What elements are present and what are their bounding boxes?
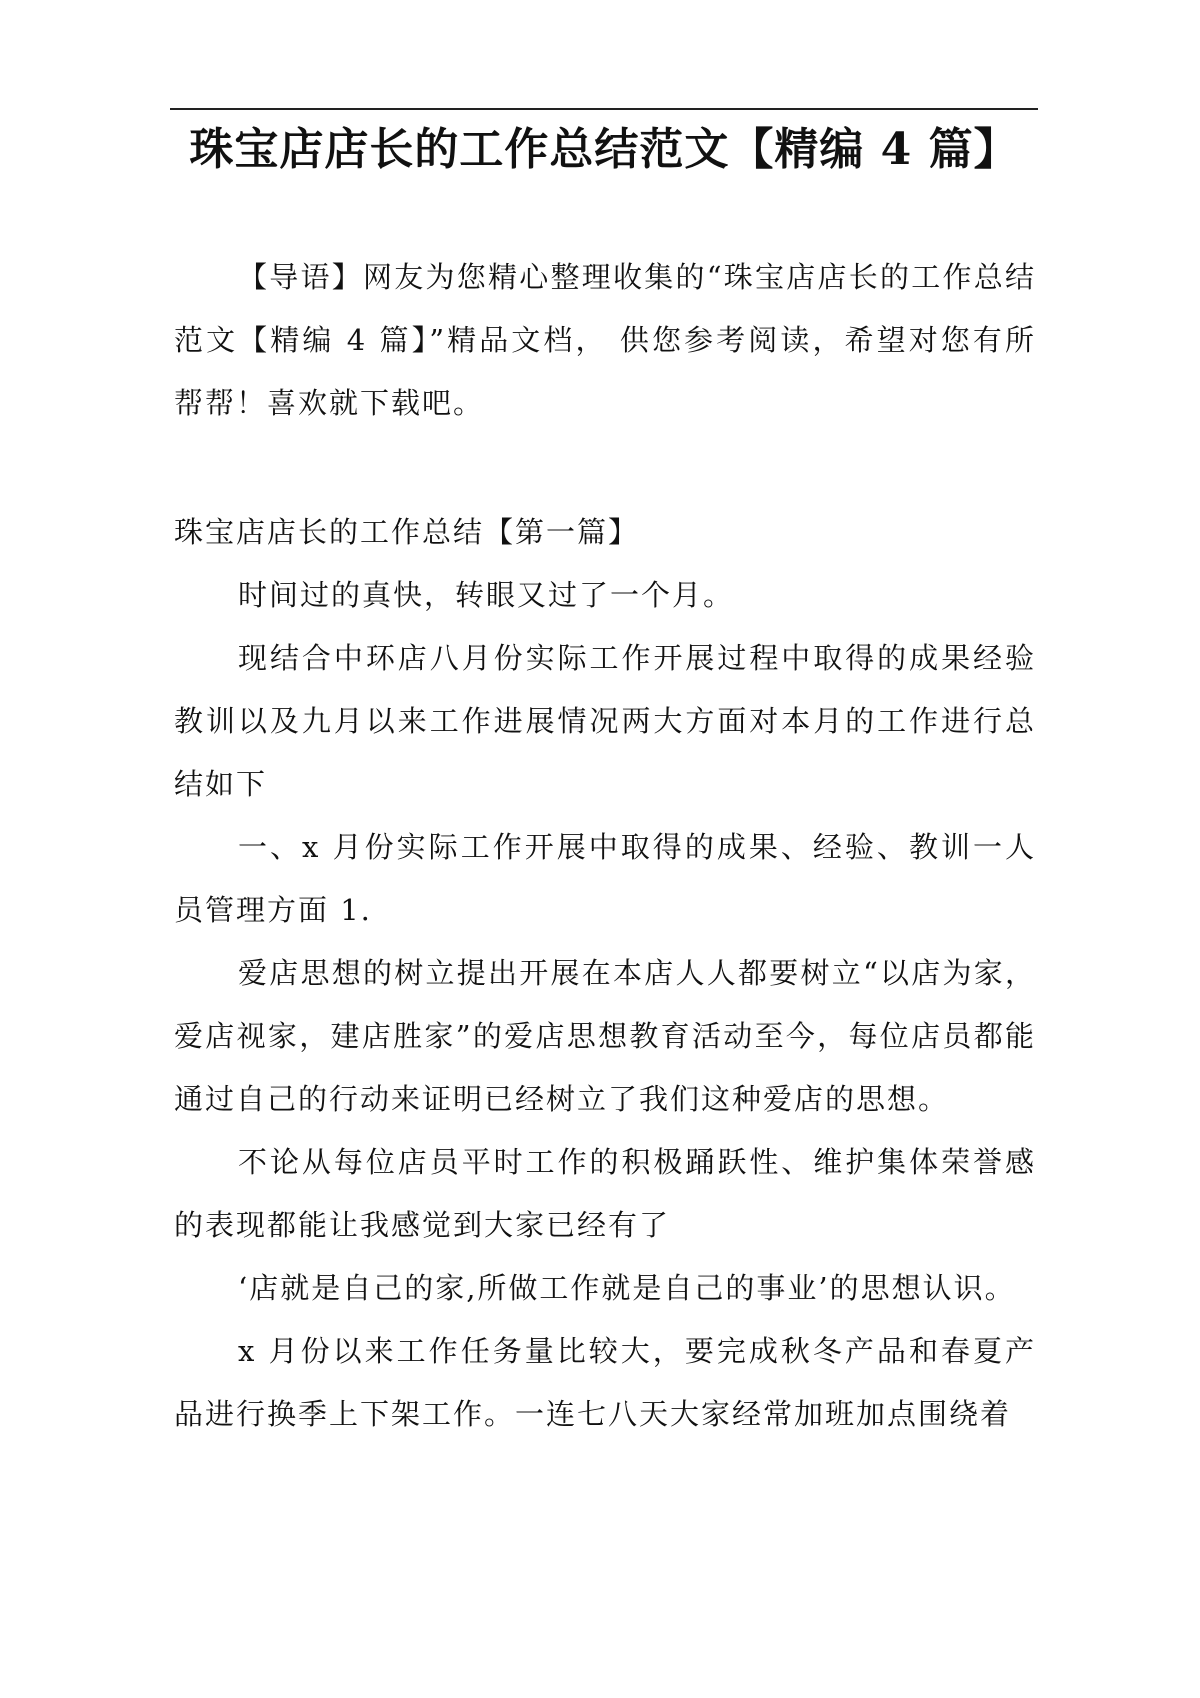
body-paragraph: 时间过的真快，转眼又过了一个月。 [238, 578, 735, 612]
document-title: 珠宝店店长的工作总结范文【精编 4 篇】 [189, 124, 1019, 175]
document-body [174, 246, 1036, 1446]
body-paragraph: 一、x 月份实际工作开展中取得的成果、经验、教训一人员管理方面 1. [174, 830, 1036, 927]
section-heading: 珠宝店店长的工作总结【第一篇】 [174, 515, 640, 549]
body-paragraph: 现结合中环店八月份实际工作开展过程中取得的成果经验教训以及九月以来工作进展情况两大方面对本月的工作进行总结如下 [174, 641, 1036, 801]
body-paragraph: ‘店就是自己的家,所做工作就是自己的事业’的思想认识。 [238, 1271, 1016, 1305]
header-rule [170, 108, 1038, 110]
body-paragraph: x 月份以来工作任务量比较大，要完成秋冬产品和春夏产品进行换季上下架工作。一连七八天大家经常加班加点围绕着 [174, 1334, 1036, 1431]
body-paragraph: 不论从每位店员平时工作的积极踊跃性、维护集体荣誉感的表现都能让我感觉到大家已经有了 [174, 1145, 1036, 1242]
spacer [174, 435, 1036, 501]
body-paragraph: 爱店思想的树立提出开展在本店人人都要树立“以店为家，爱店视家，建店胜家”的爱店思想教育活动至今，每位店员都能通过自己的行动来证明已经树立了我们这种爱店的思想。 [174, 956, 1036, 1116]
intro-paragraph: 【导语】网友为您精心整理收集的“珠宝店店长的工作总结范文【精编 4 篇】”精品文档， 供您参考阅读，希望对您有所帮帮！喜欢就下载吧。 [174, 260, 1036, 420]
